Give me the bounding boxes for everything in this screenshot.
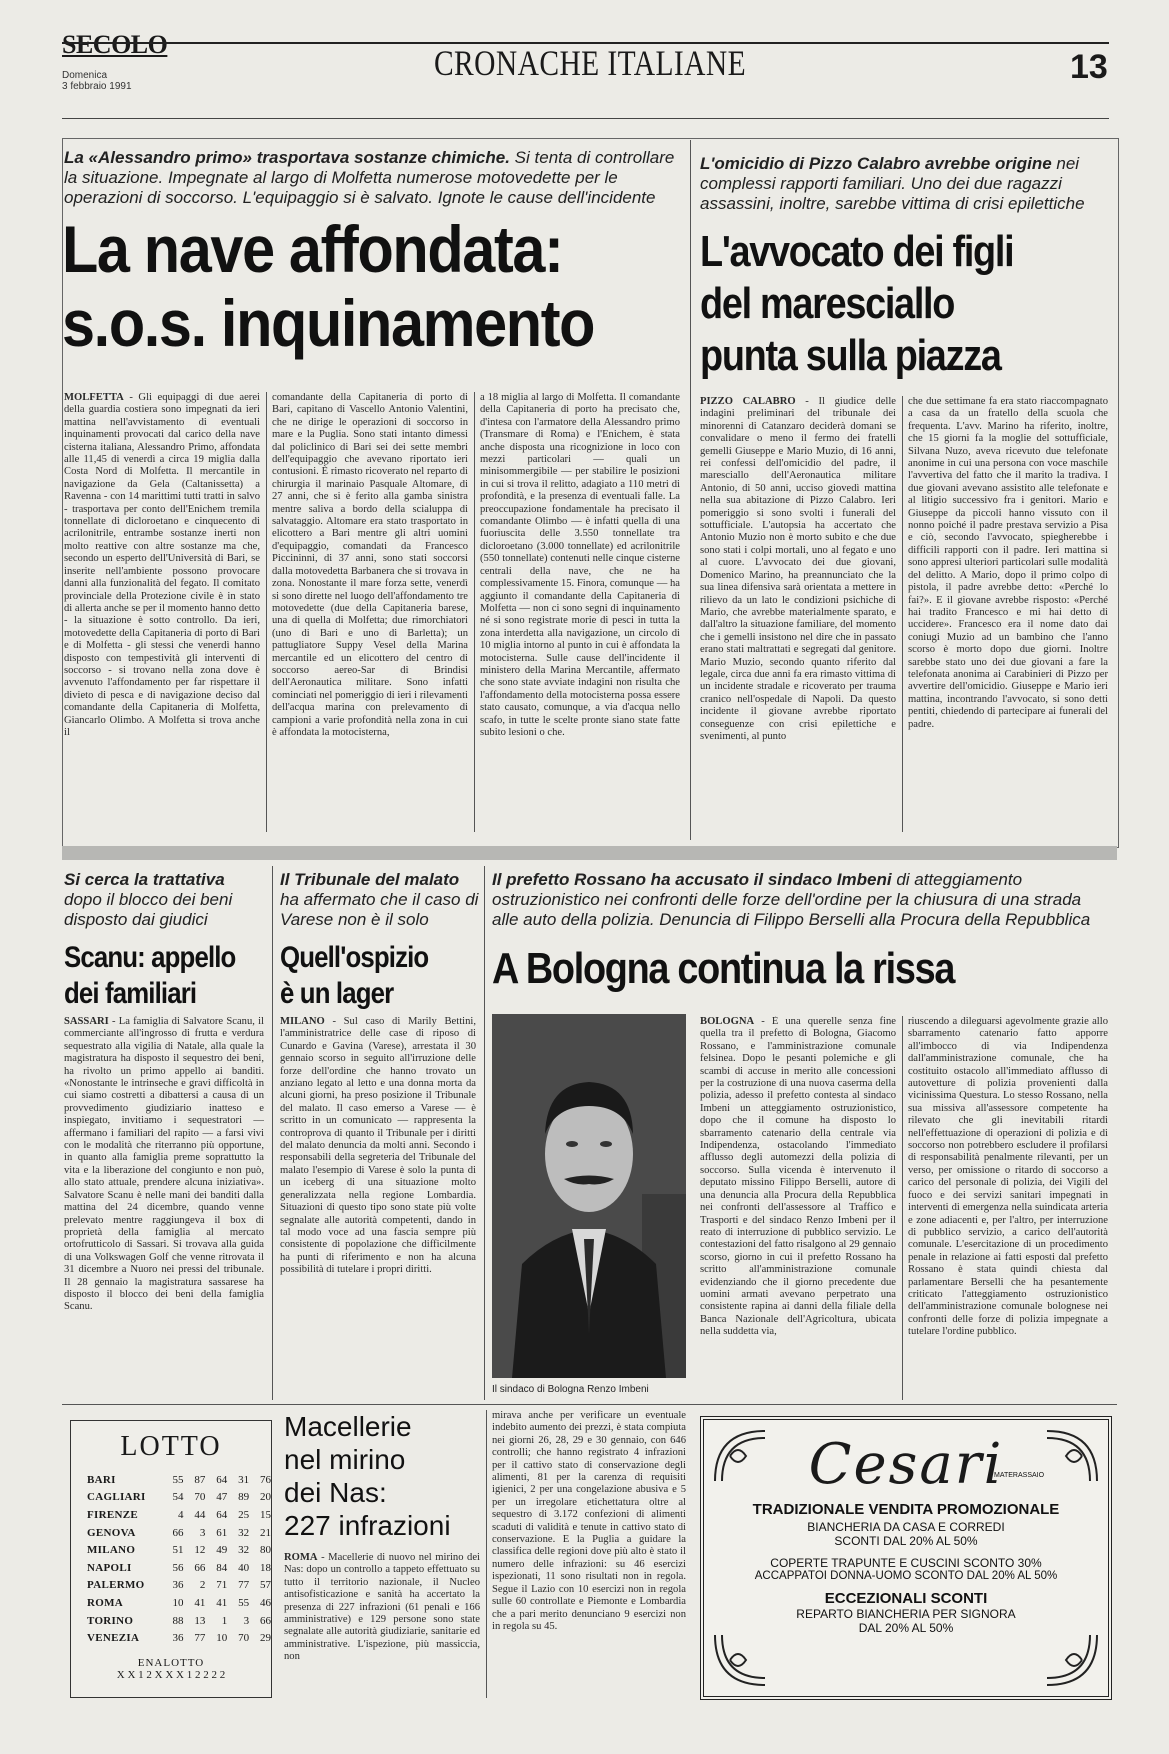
lotto-number: 10 (172, 1596, 184, 1609)
lotto-number: 41 (194, 1596, 206, 1609)
lotto-row (87, 1489, 271, 1507)
butchers-headline-line2: nel mirino (284, 1444, 406, 1475)
cesari-logo: Cesari (808, 1432, 1004, 1497)
ship-col1-text: - Gli equipaggi di due aerei della guardia costiera sono impegnati da ieri mattina nell'avvistamento di eventuali inquinamenti provocati dal carico della nave cisterna italiana, Alessandro Primo, affondata alle 11,45 di venerdì a circa 19 miglia dalla Costa Nord di Molfetta. Il mercantile in navigazione da Gela (Caltanissetta) a Ravenna - con 14 marittimi tutti tratti in salvo - trasportava per conto dell'Enichem tremila tonnellate di dicloroetano e cinquecento di acrilonitrile, entrambe sostanze inerti non molto reattive con altre sostanze ma che, secondo un esperto dell'Università di Bari, se inserite nell'ambiente possono provocare danni alla funzionalità del fegato. Il comitato provinciale della Protezione civile è in stato di allerta anche se per il momento hanno detto - la situazione è sotto controllo. Da ieri, motovedette della Capitaneria di porto di Bari e di Molfetta - gli stessi che venerdì hanno disposto con tempestività gli interventi di soccorso - si trovano nella zona dove è avvenuto l'affondamento per far rispettare il divieto di pesca e di navigazione deciso dal comandante della Capitaneria di Molfetta, Giancarlo Olimbo. A Molfetta si trova anche il (64, 392, 260, 738)
lawyer-headline (700, 226, 1013, 382)
portrait-illustration (492, 1014, 686, 1378)
hospice-kicker-text: ha affermato che il caso di Varese non è il solo (280, 890, 479, 929)
column-rule (902, 396, 903, 832)
bologna-column-2 (908, 1016, 1108, 1400)
lawyer-kicker (700, 154, 1100, 214)
ad-line-2: BIANCHERIA DA CASA E CORREDI (807, 1520, 1005, 1534)
lotto-number: 55 (172, 1473, 184, 1486)
lotto-city: TORINO (87, 1614, 134, 1627)
lotto-table (87, 1471, 271, 1647)
lotto-row (87, 1594, 271, 1612)
butchers-col2-text: mirava anche per verificare un eventuale indebito aumento dei prezzi, è stata compiuta nei giorni 26, 28, 29 e 30 gennaio, con 646 controlli; che hanno registrato 4 infrazioni per il cattivo stato di conservazione degli alimenti, 81 per la carenza di requisiti igienici, 2 per una congelazione abusiva e 5 per un irregolare etichettatura oltre al sequestro di 3.172 confezioni di alimenti scaduti di validità e tenute in cattivo stato di conservazione. E la Puglia a guidare la classifica delle regioni dove più alto è stato il numero delle infrazioni: su 46 esercizi ispezionati, 11 sono risultati non in regola. Segue il Lazio con 10 esercizi non in regola sulle 60 controllate e Piemonte e Lombardia che a pari merito denunciano 9 esercizi non in regola su 45. (492, 1410, 686, 1632)
ad-line-7: REPARTO BIANCHERIA PER SIGNORA (796, 1607, 1016, 1621)
lotto-box (70, 1420, 272, 1698)
lotto-city: NAPOLI (87, 1561, 132, 1574)
scanu-headline-line2: dei familiari (64, 977, 197, 1010)
lotto-number: 57 (259, 1579, 271, 1592)
lotto-number: 20 (259, 1491, 271, 1504)
lawyer-column-1 (700, 396, 896, 832)
lotto-number: 49 (216, 1544, 228, 1557)
lotto-number: 76 (259, 1473, 271, 1486)
hospice-dateline: MILANO (280, 1016, 325, 1027)
article-lawyer (700, 154, 1100, 214)
lotto-number: 89 (238, 1491, 250, 1504)
lotto-number: 87 (194, 1473, 206, 1486)
column-rule (474, 392, 475, 832)
lawyer-kicker-text: nei complessi rapporti familiari. Uno dei due ragazzi assassini, inoltre, sarebbe vittima di crisi epilettiche (700, 154, 1085, 213)
lotto-number: 70 (238, 1632, 250, 1645)
lotto-number: 32 (238, 1544, 250, 1557)
lawyer-kicker-bold: L'omicidio di Pizzo Calabro avrebbe origine (700, 154, 1052, 173)
lotto-row (87, 1506, 271, 1524)
article-scanu (64, 870, 264, 930)
lotto-number: 40 (238, 1561, 250, 1574)
lotto-city: GENOVA (87, 1526, 136, 1539)
bologna-col2-text: riuscendo a dileguarsi agevolmente grazie allo sbarramento catenario fatto apporre all'imbocco di via Indipendenza dall'amministrazione comunale, che ha costituito ostacolo all'immediato afflusso di autovetture di polizia provenienti dalla vicinissima Questura. Lo stesso Rossano, nella sua missiva all'assessore competente ha rilevato che gli inevitabili ritardi nell'effettuazione di operazioni di polizia e di soccorso non potrebbero escludere il profilarsi di responsabilità penalmente rilevanti, per un verso, per omissione o ritardo di soccorso a carico del personale di polizia, dei Vigili del fuoco e dei servizi sanitari impegnati in interventi di emergenza nella suindicata arteria e zone adiacenti e, per l'altro, per interruzione di pubblico servizio, a carico dell'autorità comunale. L'esercitazione di un procedimento penale in relazione ai fatti esposti dal prefetto Rossano è stata quindi chiesta dal parlamentare Berselli che ha pesantemente criticato l'atteggiamento ostruzionistico dell'amministrazione comunale bolognese nei confronti delle forze di polizia impegnate a tutelare l'ordine pubblico. (908, 1016, 1108, 1338)
issue-full-date: 3 febbraio 1991 (62, 81, 132, 92)
bologna-kicker-bold: Il prefetto Rossano ha accusato il sindaco Imbeni (492, 870, 892, 889)
enalotto-label: ENALOTTO (137, 1656, 205, 1669)
lotto-number: 44 (194, 1508, 206, 1521)
lawyer-col2-text: che due settimane fa era stato riaccompagnato a casa da un fratello della scuola che frequenta. L'avv. Marino ha riferito, inoltre, che 15 giorni fa la moglie del sottufficiale, Silvana Nuzo, aveva ricevuto due telefonate anonime in cui una persona con voce maschile l'avvertiva del fatto che il marito la tradiva. I due giovani avevano assistito alle telefonate e al litigio successivo fra i genitori. Mario e Giuseppe da piccoli hanno vissuto con il nonno poiché il padre prestava servizio a Pisa e ciò, secondo l'avvocato, spiegherebbe i difficili rapporti con il padre. Ieri mattina si sono appresi ulteriori particolari sulle modalità del delitto. A Mario, dopo il primo colpo di pistola, il padre avrebbe detto: «Perché lo fai?». E il giovane avrebbe risposto: «Perché hai tradito Francesco e mi hai detto di uccidere». Francesco era il nome dato dai coniugi Muzio ad un bambino che l'anno scorso è morto dopo due giorni. Inoltre sarebbe stato uno dei due giovani a fare la telefonata anonima ai Carabinieri di Pizzo per avvertire dell'omicidio. Giuseppe e Mario ieri mattina, incontrando l'avvocato, si sono detti pentiti, chiedendo di partecipare ai funerali del padre. (908, 396, 1108, 730)
lotto-number: 77 (194, 1632, 206, 1645)
lotto-city: BARI (87, 1473, 116, 1486)
lotto-city: ROMA (87, 1596, 124, 1609)
ship-headline (62, 212, 594, 360)
lotto-number: 54 (172, 1491, 184, 1504)
lawyer-col1-text: - Il giudice delle indagini preliminari del tribunale dei minorenni di Catanzaro deciderà domani se convalidare o meno il fermo dei fratelli gemelli Giuseppe e Mario Muzio, di 16 anni, rei confessi dell'omicidio del padre, il maresciallo dell'Aeronautica militare Antonio, di 50 anni, ucciso giovedì mattina nella sua abitazione di Pizzo Calabro. Ieri pomeriggio si sono svolti i funerali del sottufficiale. L'autopsia ha accertato che Antonio Muzio non è morto subito e che due sono stati i colpi mortali, uno al fegato e uno al cuore. L'avvocato dei due giovani, Domenico Marino, ha preannunciato che la sua linea difensiva sarà orientata a mettere in rilievo da un lato le condizioni psichiche di Mario, che avrebbe materialmente sparato, e dall'altro la situazione familiare, del momento che i gemelli insistono nel dire che in passato erano stati maltrattati e segregati dal genitore. Mario Muzio, secondo quanto riferito dal legale, circa due anni fa era rimasto vittima di un incidente stradale e ricoverato per trauma cranico nell'ospedale di Napoli. Da questo incidente il giovane avrebbe riportato conseguenze con crisi epilettiche e svenimenti, al punto (700, 396, 896, 742)
enalotto-value: X X 1 2 X X X 1 2 2 2 2 (116, 1668, 226, 1681)
ad-line-5: ACCAPPATOI DONNA-UOMO SCONTO DAL 20% AL 50% (754, 1570, 1058, 1582)
hospice-headline-line1: Quell'ospizio (280, 941, 429, 974)
lotto-number: 71 (216, 1579, 228, 1592)
scanu-kicker-text: dopo il blocco dei beni disposto dai giudici (64, 890, 233, 929)
column-rule (902, 1016, 903, 1400)
lotto-number: 2 (199, 1579, 206, 1592)
lotto-number: 10 (216, 1632, 228, 1645)
column-rule (486, 1410, 487, 1698)
scanu-headline-line1: Scanu: appello (64, 941, 236, 974)
ship-kicker-bold: La «Alessandro primo» trasportava sostanze chimiche. (64, 148, 510, 167)
ad-line-4: COPERTE TRAPUNTE E CUSCINI SCONTO 30% (770, 1556, 1042, 1570)
ship-kicker-text: Si tenta di controllare la situazione. Impegnate al largo di Molfetta numerose motovedette per le operazioni di soccorso. L'equipaggio si è salvato. Ignote le cause dell'incidente (64, 148, 675, 207)
bologna-col1-text: - È una querelle senza fine quella tra il prefetto di Bologna, Giacomo Rossano, e l'amministrazione comunale felsinea. Dopo le pesanti polemiche e gli scambi di accuse in merito alle concessioni per la costruzione di una nuova caserma della polizia, adesso il prefetto contesta al sindaco Imbeni un atteggiamento ostruzionistico, dopo che il comune ha disposto lo sbarramento catenario della centrale via Indipendenza, ostacolando l'immediato afflusso degli automezzi della polizia di soccorso. Sulla vicenda è intervenuto il deputato missino Filippo Berselli, autore di una denuncia alla Procura della Repubblica nei confronti dell'assessore al Traffico e Trasporti e del sindaco Renzo Imbeni per il reato di interruzione di pubblico servizio. Le contestazioni del fatto risalgono al 29 gennaio scorso, giorno in cui il prefetto Rossano ha scritto all'amministrazione comunale evidenziando che il giorno precedente due uomini armati avevano perpetrato una consistente rapina ai danni della filiale della Banca Nazionale dell'Agricoltura, ubicata nella suddetta via, (700, 1016, 896, 1338)
scanu-kicker-bold: Si cerca la trattativa (64, 870, 225, 889)
butchers-column-1 (284, 1552, 480, 1698)
hospice-text: - Sul caso di Marily Bettini, l'amministratrice delle case di riposo di Cunardo e Gavina (Varese), arrestata il 30 gennaio scorso in seguito all'irruzione delle forze dell'ordine che hanno trovato un anziano legato al letto e una donna morta da alcuni giorni, ha preso posizione il Tribunale del malato. Il caso emerso a Varese — è scritto in un comunicato — rappresenta la controprova di quanto il Tribunale per i diritti del malato denuncia da molti anni. Secondo i responsabili della segreteria del Tribunale del malato l'esempio di Varese è solo la punta di un iceberg di una situazione molto generalizzata nella regione Lombardia. Situazioni di questo tipo sono state più volte segnalate alle autorità competenti, dando in tal modo voce ad una fascia sempre più consistente di popolazione che difficilmente ha punti di riferimento e non ha alcuna possibilità di tutelare i propri diritti. (280, 1016, 476, 1276)
lotto-row (87, 1541, 271, 1559)
issue-day: Domenica (62, 70, 108, 81)
hospice-headline-line2: è un lager (280, 977, 394, 1010)
scanu-headline (64, 940, 235, 1012)
ad-tag: MATERASSAIO (994, 1472, 1045, 1479)
lotto-row (87, 1471, 271, 1489)
butchers-column-2 (492, 1410, 686, 1698)
lotto-city: PALERMO (87, 1579, 145, 1592)
lotto-row (87, 1629, 271, 1647)
lotto-row (87, 1559, 271, 1577)
lotto-number: 64 (216, 1473, 228, 1486)
article-hospice (280, 870, 480, 930)
lotto-row (87, 1577, 271, 1595)
lotto-row (87, 1612, 271, 1630)
mayor-photo (492, 1014, 686, 1378)
issue-date (62, 70, 132, 92)
scanu-text: - La famiglia di Salvatore Scanu, il commerciante all'ingrosso di frutta e verdura sequestrato alla vigilia di Natale, alla quale la magistratura ha disposto il sequestro dei beni, ha rivolto un primo appello ai banditi. «Nonostante le intrinseche e gravi difficoltà in cui siamo costretti a dibattersi a causa di un provvedimento giudiziario inatteso e inspiegato, invitiamo i sequestratori — affermano i familiari del rapito — a farsi vivi con le modalità che riterranno più opportune, in quanto alla famiglia preme soprattutto la vita e la liberazione del congiunto e non può, allo stato attuale, prendere alcuna iniziativa». Salvatore Scanu è nelle mani dei banditi dalla mattina del 24 dicembre, quando venne prelevato mentre raggiungeva il box di proprietà della famiglia al mercato ortofrutticolo di Sassari. Si trovava alla guida di una Volkswagen Golf che venne ritrovata il 31 dicembre a Nuoro nei pressi del tribunale. Il 28 gennaio la magistratura sassarese ha disposto il blocco dei beni della famiglia Scanu. (64, 1016, 264, 1313)
lotto-number: 61 (216, 1526, 228, 1539)
lotto-number: 70 (194, 1491, 206, 1504)
ornament-icon (1042, 1426, 1102, 1486)
ship-column-2 (272, 392, 468, 832)
lotto-number: 3 (199, 1526, 206, 1539)
lotto-number: 4 (178, 1508, 184, 1521)
ad-line-3: SCONTI DAL 20% AL 50% (834, 1534, 978, 1548)
section-title: CRONACHE ITALIANE (433, 43, 747, 83)
ad-line-8: DAL 20% AL 50% (858, 1621, 954, 1635)
bologna-column-1 (700, 1016, 896, 1400)
butchers-dateline: ROMA (284, 1552, 318, 1563)
scanu-dateline: SASSARI (64, 1016, 109, 1027)
ship-dateline: MOLFETTA (64, 392, 124, 403)
hospice-kicker-bold: Il Tribunale del malato (280, 870, 460, 889)
header-divider (62, 118, 1109, 119)
lotto-number: 32 (238, 1526, 250, 1539)
newspaper-name: SECOLO (62, 30, 168, 59)
hospice-kicker (280, 870, 480, 930)
lotto-number: 36 (172, 1579, 184, 1592)
lotto-number: 46 (259, 1596, 271, 1609)
hospice-headline (280, 940, 428, 1012)
lotto-number: 13 (194, 1614, 206, 1627)
ornament-icon (1042, 1630, 1102, 1690)
bologna-dateline: BOLOGNA (700, 1016, 755, 1027)
butchers-headline-line4: 227 infrazioni (284, 1510, 451, 1541)
scanu-body (64, 1016, 264, 1400)
column-rule (484, 866, 485, 1400)
ship-col2-text: comandante della Capitaneria di porto di Bari, capitano di Vascello Antonio Valentini, che ne dirige le operazioni di soccorso in mare e la Puglia. Sono stati intanto dimessi dal policlinico di Bari sei dei sette membri dell'equipaggio che avevano riportato ieri contusioni. È rimasto ricoverato nel reparto di chirurgia il marinaio Pasquale Altomare, di 27 anni, che si è ferito alla gamba sinistra mentre saliva a bordo della scialuppa di salvataggio. Altomare era stato trasportato in elicottero a Bari mentre gli altri uomini d'equipaggio, comandati da Francesco Piccininni, di 37 anni, sono stati soccorsi dalla motovedetta Barbanera che si trovava in zona. Nonostante il mare forza sette, venerdì si sono dirette nel luogo dell'affondamento tre motovedette (due della Capitaneria barese, una di quella di Molfetta; due rimorchiatori (uno di Bari e uno di Barletta); un pattugliatore Suppy Vesel della Marina mercantile ed un elicottero del centro di soccorso aereo-Sar di Brindisi dell'Aeronautica militare. Sono infatti cominciati nel pomeriggio di ieri i rilevamenti dell'acqua marina con prelevamento di campioni a varie profondità nella zona in cui è affondata la motocisterna, (272, 392, 468, 738)
lotto-number: 12 (194, 1544, 206, 1557)
lotto-row (87, 1524, 271, 1542)
lotto-number: 1 (221, 1614, 228, 1627)
page-number: 13 (1070, 48, 1108, 86)
lotto-number: 55 (238, 1596, 250, 1609)
lotto-number: 56 (172, 1561, 184, 1574)
lotto-city: MILANO (87, 1544, 136, 1557)
bologna-kicker (492, 870, 1092, 930)
lotto-number: 21 (259, 1526, 271, 1539)
article-divider (690, 140, 691, 840)
lotto-title: LOTTO (120, 1431, 222, 1462)
lotto-number: 64 (216, 1508, 228, 1521)
butchers-headline (284, 1410, 484, 1542)
lotto-number: 18 (259, 1561, 271, 1574)
butchers-headline-line3: dei Nas: (284, 1477, 387, 1508)
lotto-number: 36 (172, 1632, 184, 1645)
lotto-number: 88 (172, 1614, 184, 1627)
ornament-icon (710, 1630, 770, 1690)
scanu-kicker (64, 870, 264, 930)
bottom-section-rule (62, 1404, 1117, 1405)
lotto-number: 31 (238, 1473, 250, 1486)
lotto-number: 29 (259, 1632, 271, 1645)
bologna-kicker-text: di atteggiamento ostruzionistico nei confronti delle forze dell'ordine per la chiusura di una strada alle auto della polizia. Denuncia di Filippo Berselli alla Procura della Repubblica (492, 870, 1091, 929)
lotto-number: 84 (216, 1561, 228, 1574)
lotto-number: 66 (172, 1526, 184, 1539)
lotto-city: CAGLIARI (87, 1491, 146, 1504)
lotto-city: FIRENZE (87, 1508, 138, 1521)
ship-headline-line2: s.o.s. inquinamento (62, 286, 595, 360)
ship-headline-line1: La nave affondata: (62, 212, 563, 286)
bologna-headline: A Bologna continua la rissa (492, 944, 955, 993)
lotto-number: 41 (216, 1596, 228, 1609)
article-ship (64, 148, 684, 208)
hospice-body (280, 1016, 476, 1400)
column-rule (266, 392, 267, 832)
column-rule (272, 866, 273, 1400)
lotto-number: 15 (259, 1508, 271, 1521)
ornament-icon (710, 1426, 770, 1486)
lotto-number: 47 (216, 1491, 228, 1504)
photo-caption: Il sindaco di Bologna Renzo Imbeni (492, 1384, 649, 1395)
lotto-number: 3 (243, 1614, 250, 1627)
lotto-number: 51 (172, 1544, 184, 1557)
lotto-number: 66 (259, 1614, 271, 1627)
cesari-advertisement (700, 1416, 1112, 1700)
butchers-headline-line1: Macellerie (284, 1411, 412, 1442)
lawyer-dateline: PIZZO CALABRO (700, 396, 796, 407)
lotto-number: 66 (194, 1561, 206, 1574)
ship-col3-text: a 18 miglia al largo di Molfetta. Il comandante della Capitaneria di porto ha precisato che, d'intesa con l'armatore della Alessandro primo (Transmare di Roma) e l'Enichem, è stata anche disposta una ricognizione in loco con mezzi particolari — quali un minisommergibile — per stabilire le posizioni in cui si trova il relitto, adagiato a 110 metri di profondità, e la presenza di eventuali falle. La preoccupazione fondamentale ha precisato il comandante Olimbo — è infatti quella di una fuoriuscita delle 3.550 tonnellate tra dicloroetano (3.000 tonnellate) ed acrilonitrile (550 tonnellate) contenuti nelle cinque cisterne centrali della nave, che ne ha complessivamente 15. Finora, comunque — ha aggiunto il comandante della Capitaneria di Molfetta — non ci sono segni di inquinamento né si sono registrate morie di pesci in tutta la zona interdetta alla navigazione, un circolo di 10 miglia intorno al punto in cui è affondata la motocisterna. Sulle cause dell'incidente il ministero della Marina Mercantile, affermato che sono state avviate indagini non risulta che l'affondamento della motocisterna possa essere stato causato, comunque, a via d'acqua nello scafo, in tutte le scelte pronte siano state fatte subito lesioni o che. (480, 392, 680, 738)
article-bologna (492, 870, 1092, 930)
lotto-number: 80 (259, 1544, 271, 1557)
lawyer-headline-line3: punta sulla piazza (700, 331, 1001, 380)
ad-line-1: TRADIZIONALE VENDITA PROMOZIONALE (752, 1501, 1060, 1518)
lotto-city: VENEZIA (87, 1632, 140, 1645)
lotto-number: 25 (238, 1508, 250, 1521)
ship-kicker (64, 148, 684, 208)
ship-column-1 (64, 392, 260, 832)
butchers-col1-text: - Macellerie di nuovo nel mirino dei Nas: dopo un controllo a tappeto effettuato su tutto il territorio nazionale, il Nucleo antisofisticazione e sanità ha accertato la presenza di 227 infrazioni (61 penali e 166 amministrative) e 129 persone sono state segnalate alle autorità giudiziarie, sanitarie ed amministrative. L'ispezione, più massiccia, non (284, 1552, 480, 1663)
lotto-number: 77 (238, 1579, 250, 1592)
lawyer-headline-line1: L'avvocato dei figli (700, 227, 1014, 276)
ad-line-6: ECCEZIONALI SCONTI (824, 1590, 988, 1607)
section-band (62, 846, 1117, 860)
lawyer-headline-line2: del maresciallo (700, 279, 955, 328)
ship-column-3 (480, 392, 680, 832)
lawyer-column-2 (908, 396, 1108, 832)
